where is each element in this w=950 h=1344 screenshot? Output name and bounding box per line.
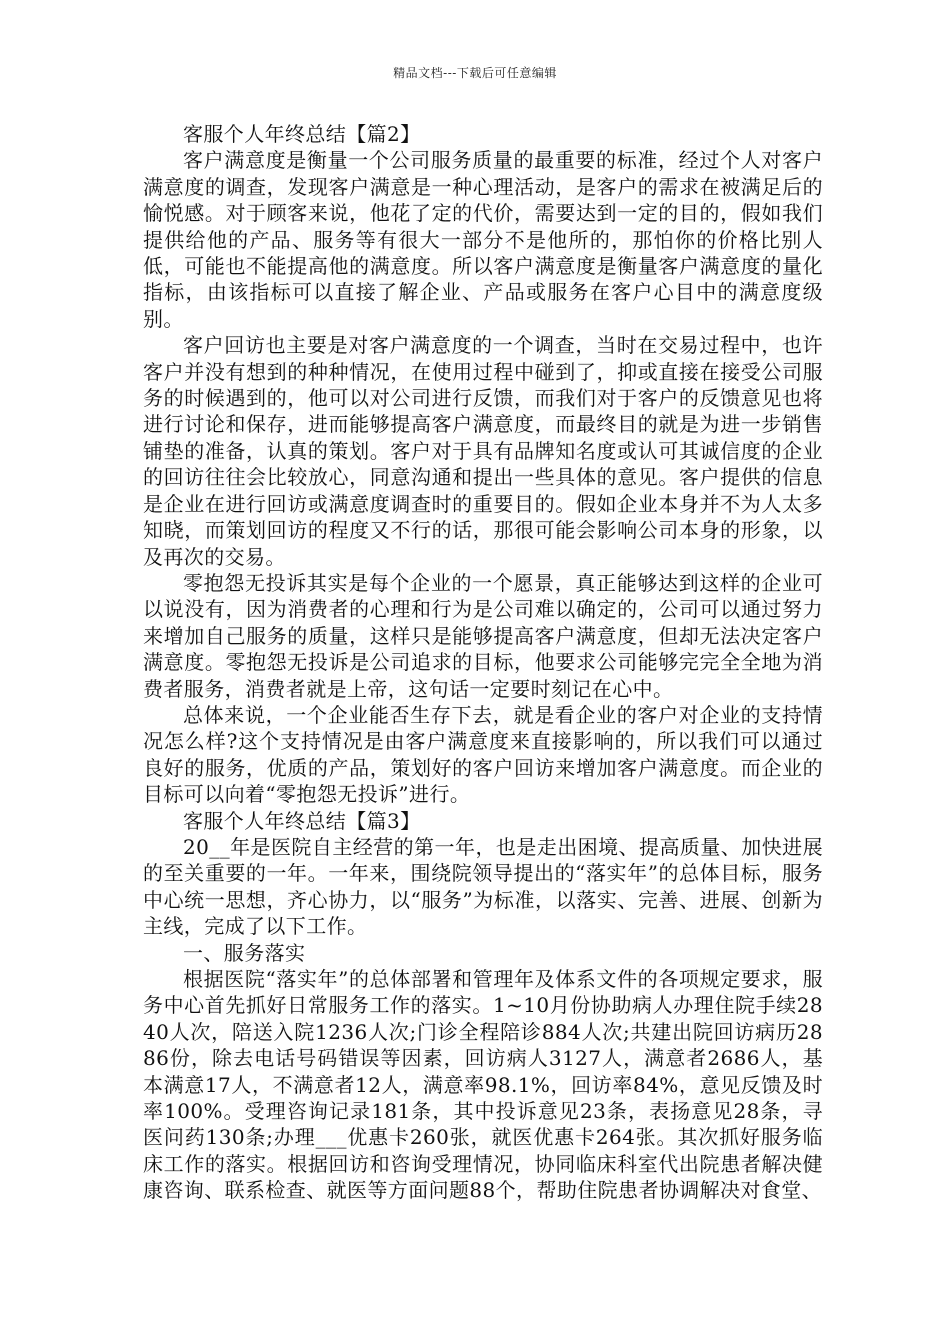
section-heading-part-2: 客服个人年终总结【篇2】 <box>183 122 421 146</box>
document-body <box>143 121 823 1204</box>
paragraph: 零抱怨无投诉其实是每个企业的一个愿景，真正能够达到这样的企业可以说没有，因为消费者的心理和行为是公司难以确定的，公司可以通过努力来增加自己服务的质量，这样只是能够提高客户满意度，但却无法决定客户满意度。零抱怨无投诉是公司追求的目标，他要求公司能够完完全全地为消费者服务，消费者就是上帝，这句话一定要时刻记在心中。 <box>143 570 823 701</box>
paragraph: 客户回访也主要是对客户满意度的一个调查，当时在交易过程中，也许客户并没有想到的种种情况，在使用过程中碰到了，抑或直接在接受公司服务的时候遇到的，他可以对公司进行反馈，而我们对于客户的反馈意见也将进行讨论和保存，进而能够提高客户满意度，而最终目的就是为进一步销售铺垫的准备，认真的策划。客户对于具有品牌知名度或认可其诚信度的企业的回访往往会比较放心，同意沟通和提出一些具体的意见。客户提供的信息是企业在进行回访或满意度调查时的重要目的。假如企业本身并不为人太多知晓，而策划回访的程度又不行的话，那很可能会影响公司本身的形象，以及再次的交易。 <box>143 333 823 569</box>
page-header: 精品文档---下载后可任意编辑 <box>393 66 557 80</box>
paragraph: 根据医院“落实年”的总体部署和管理年及体系文件的各项规定要求，服务中心首先抓好日常服务工作的落实。1~10月份协助病人办理住院手续2840人次，陪送入院1236人次;门诊全程陪诊884人次;共建出院回访病历2886份，除去电话号码错误等因素，回访病人3127人，满意者2686人，基本满意17人，不满意者12人，满意率98.1%，回访率84%，意见反馈及时率100%。受理咨询记录181条，其中投诉意见23条，表扬意见28条，寻医问药130条;办理___优惠卡260张，就医优惠卡264张。其次抓好服务临床工作的落实。根据回访和咨询受理情况，协同临床科室代出院患者解决健康咨询、联系检查、就医等方面问题88个，帮助住院患者协调解决对食堂、 <box>143 967 823 1203</box>
paragraph: 客户满意度是衡量一个公司服务质量的最重要的标准，经过个人对客户满意度的调查，发现客户满意是一种心理活动，是客户的需求在被满足后的愉悦感。对于顾客来说，他花了定的代价，需要达到一定的目的，假如我们提供给他的产品、服务等有很大一部分不是他所的，那怕你的价格比别人低，可能也不能提高他的满意度。所以客户满意度是衡量客户满意度的量化指标，由该指标可以直接了解企业、产品或服务在客户心目中的满意度级别。 <box>143 148 823 331</box>
paragraph: 总体来说，一个企业能否生存下去，就是看企业的客户对企业的支持情况怎么样?这个支持情况是由客户满意度来直接影响的，所以我们可以通过良好的服务，优质的产品，策划好的客户回访来增加客户满意度。而企业的目标可以向着“零抱怨无投诉”进行。 <box>143 702 823 807</box>
paragraph: 20__年是医院自主经营的第一年，也是走出困境、提高质量、加快进展的至关重要的一年。一年来，围绕院领导提出的“落实年”的总体目标，服务中心统一思想，齐心协力，以“服务”为标准，以落实、完善、进展、创新为主线，完成了以下工作。 <box>143 834 823 939</box>
subsection-heading-service: 一、服务落实 <box>183 940 306 965</box>
section-heading-part-3: 客服个人年终总结【篇3】 <box>183 808 421 833</box>
